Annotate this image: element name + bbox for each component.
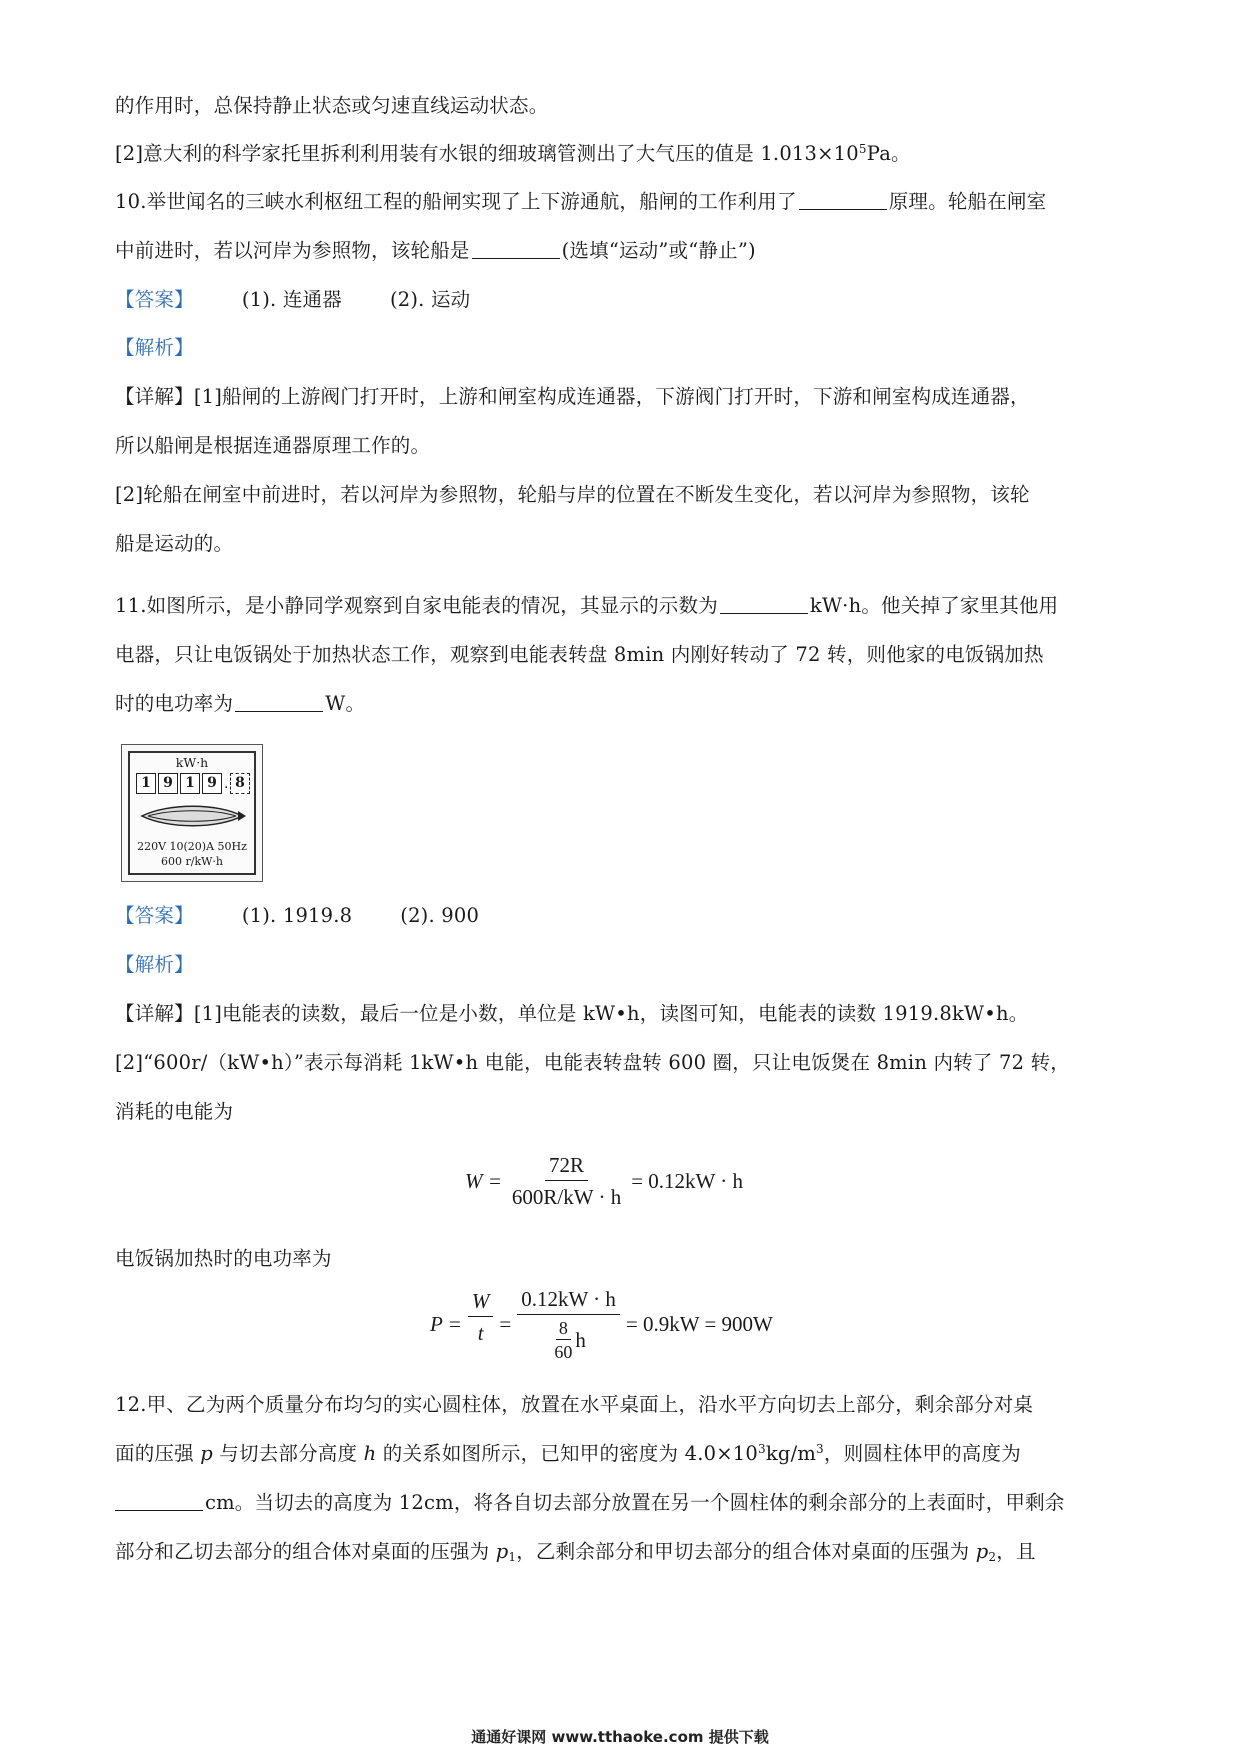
- answer-tag: 【答案】: [115, 288, 194, 311]
- text-line: 电饭锅加热时的电功率为: [115, 1247, 332, 1270]
- meter-decimal-digit: 8: [230, 773, 250, 794]
- text-line: 所以船闸是根据连通器原理工作的。: [115, 434, 431, 457]
- meter-digit: 1: [136, 773, 156, 794]
- question-11: 11.如图所示，是小静同学观察到自家电能表的情况，其显示的示数为 kW·h。他关掉了家里其他用: [115, 594, 1059, 617]
- text-line: 时的电功率为 W。: [115, 692, 366, 715]
- question-12: 12.甲、乙为两个质量分布均匀的实心圆柱体，放置在水平桌面上，沿水平方向切去上部分，剩余部分对桌: [115, 1393, 1034, 1416]
- text-line: 电器，只让电饭锅处于加热状态工作，观察到电能表转盘 8min 内刚好转动了 72 转，则他家的电饭锅加热: [115, 643, 1044, 666]
- meter-digits: 1 9 1 9 . 8: [136, 773, 250, 795]
- answer-blank: [720, 595, 808, 614]
- text-line: 的作用时，总保持静止状态或匀速直线运动状态。: [115, 94, 549, 117]
- detail-line: 【详解】[1]电能表的读数，最后一位是小数，单位是 kW•h，读图可知，电能表的读数 1919.8kW•h。: [115, 1002, 1029, 1025]
- meter-digit: 9: [158, 773, 178, 794]
- meter-digit: 9: [202, 773, 222, 794]
- text-line: 中前进时，若以河岸为参照物，该轮船是 (选填“运动”或“静止”): [115, 239, 756, 262]
- answer-blank: [115, 1492, 203, 1511]
- text-line: 面的压强 p 与切去部分高度 h 的关系如图所示，已知甲的密度为 $4.0\times 10^3kg/m^3$，则圆柱体甲的高度为: [115, 1442, 1021, 1465]
- meter-spec: 220V 10(20)A 50Hz 600 r/kW·h: [137, 840, 247, 868]
- meter-unit: kW·h: [175, 755, 209, 770]
- text-line: 部分和乙切去部分的组合体对桌面的压强为 $p_1$，乙剩余部分和甲切去部分的组合体对桌面的压强为 $p_2$，且: [115, 1540, 1036, 1564]
- power-formula: P = $\frac{W}{t}$ = 0.12kW · h $\frac{8}{60}$ h = 0.9kW = 900W: [430, 1287, 773, 1362]
- answer-tag: 【答案】: [115, 904, 194, 927]
- answer-line: 【答案】 (1). 1919.8 (2). 900: [115, 904, 480, 927]
- analysis-tag: 【解析】: [115, 953, 194, 976]
- electric-meter-image: [121, 744, 263, 882]
- question-10: 10.举世闻名的三峡水利枢纽工程的船闸实现了上下游通航，船闸的工作利用了 原理。轮船在闸室: [115, 190, 1047, 213]
- answer-blank: [235, 693, 323, 712]
- answer-line: 【答案】 (1). 连通器 (2). 运动: [115, 288, 471, 311]
- energy-formula: W = $\frac{72R}{600R/kW \cdot h}$ = 0.12kW · h: [465, 1153, 743, 1209]
- analysis-tag: 【解析】: [115, 336, 194, 359]
- detail-line: 【详解】[1]船闸的上游阀门打开时，上游和闸室构成连通器，下游阀门打开时，下游和闸室构成连通器，: [115, 385, 1030, 408]
- text-line: 船是运动的。: [115, 532, 234, 555]
- page-footer: 通通好课网 www.tthaoke.com 提供下载: [471, 1728, 769, 1746]
- text-line: [2]“600r/（kW•h）”表示每消耗 1kW•h 电能，电能表转盘转 600 圈，只让电饭煲在 8min 内转了 72 转，: [115, 1051, 1070, 1074]
- answer-blank: [472, 240, 560, 259]
- meter-disc-icon: [138, 801, 250, 831]
- text-line: 消耗的电能为: [115, 1100, 234, 1123]
- meter-digit: 1: [180, 773, 200, 794]
- text-line: [2]意大利的科学家托里拆利利用装有水银的细玻璃管测出了大气压的值是 $1.013\times 10^5Pa$。: [115, 142, 911, 165]
- text-line: [2]轮船在闸室中前进时，若以河岸为参照物，轮船与岸的位置在不断发生变化，若以河岸为参照物，该轮: [115, 483, 1030, 506]
- text-line: cm。当切去的高度为 12cm，将各自切去部分放置在另一个圆柱体的剩余部分的上表面时，甲剩余: [115, 1489, 1135, 1517]
- answer-blank: [799, 191, 887, 210]
